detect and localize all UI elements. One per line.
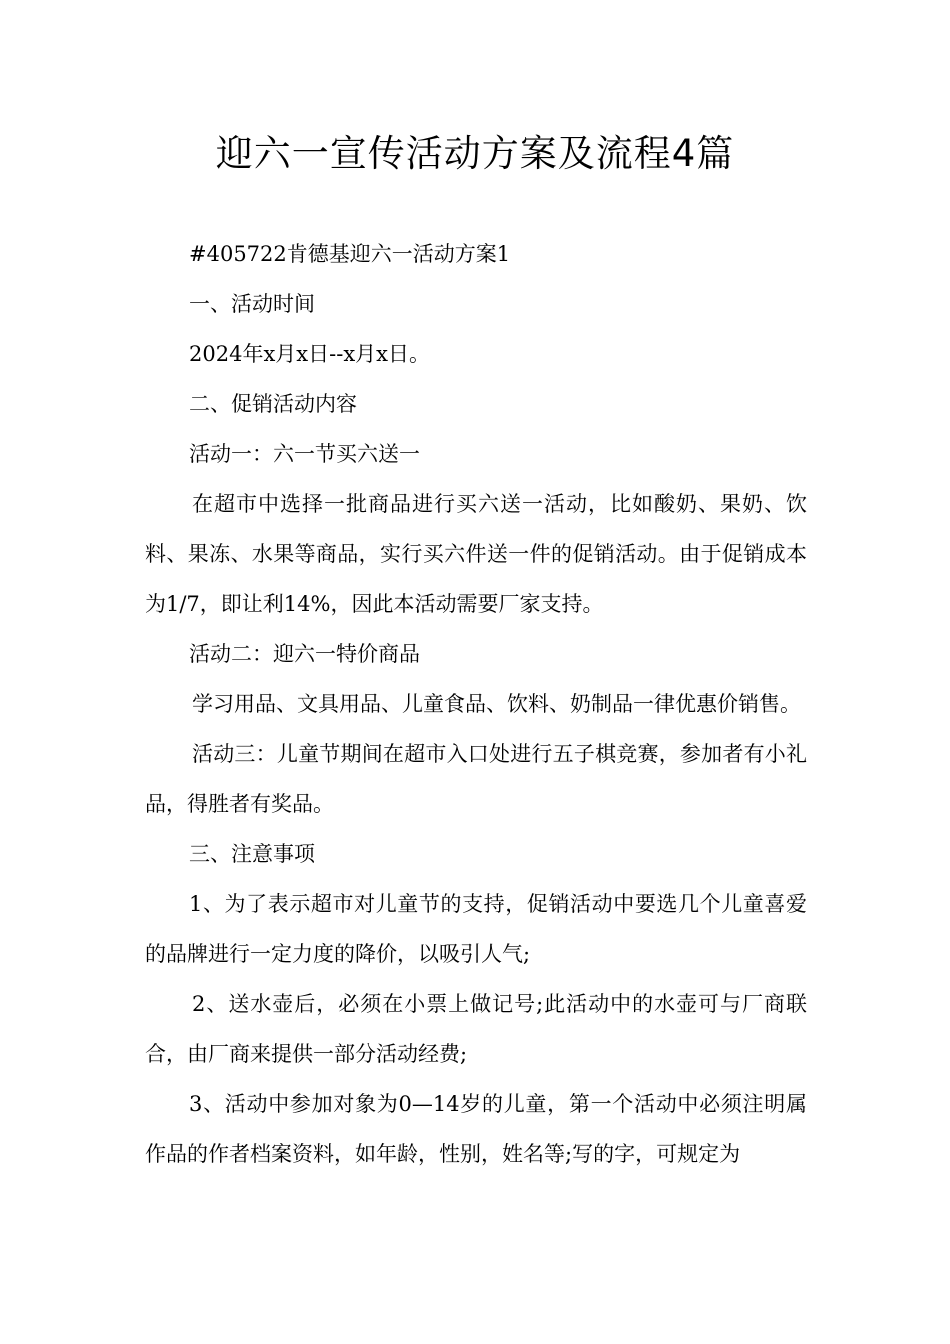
paragraph-activity-two-title: 活动二：迎六一特价商品 bbox=[189, 642, 420, 666]
paragraph-note-one: 1、为了表示超市对儿童节的支持，促销活动中要选几个儿童喜爱的品牌进行一定力度的降价，以吸引人气; bbox=[145, 892, 807, 966]
paragraph-activity-one-body: 在超市中选择一批商品进行买六送一活动，比如酸奶、果奶、饮料、果冻、水果等商品，实行买六件送一件的促销活动。由于促销成本为1/7，即让利14%，因此本活动需要厂家支持。 bbox=[145, 492, 807, 616]
paragraph-heading-content: 二、促销活动内容 bbox=[189, 392, 357, 416]
paragraph-section-heading: #405722肯德基迎六一活动方案1 bbox=[189, 242, 511, 266]
paragraph-heading-time: 一、活动时间 bbox=[189, 292, 315, 316]
document-body bbox=[145, 229, 807, 1179]
paragraph-activity-three: 活动三：儿童节期间在超市入口处进行五子棋竞赛，参加者有小礼品，得胜者有奖品。 bbox=[145, 742, 807, 816]
paragraph-date-range: 2024年x月x日--x月x日。 bbox=[189, 342, 431, 366]
paragraph-note-three: 3、活动中参加对象为0—14岁的儿童，第一个活动中必须注明属作品的作者档案资料，如年龄，性别，姓名等;写的字，可规定为 bbox=[145, 1092, 807, 1166]
paragraph-heading-notes: 三、注意事项 bbox=[189, 842, 315, 866]
paragraph-activity-one-title: 活动一：六一节买六送一 bbox=[189, 442, 420, 466]
paragraph-note-two: 2、送水壶后，必须在小票上做记号;此活动中的水壶可与厂商联合，由厂商来提供一部分活动经费; bbox=[145, 992, 807, 1066]
document-title: 迎六一宣传活动方案及流程4篇 bbox=[215, 132, 735, 175]
paragraph-activity-two-body: 学习用品、文具用品、儿童食品、饮料、奶制品一律优惠价销售。 bbox=[192, 692, 801, 716]
